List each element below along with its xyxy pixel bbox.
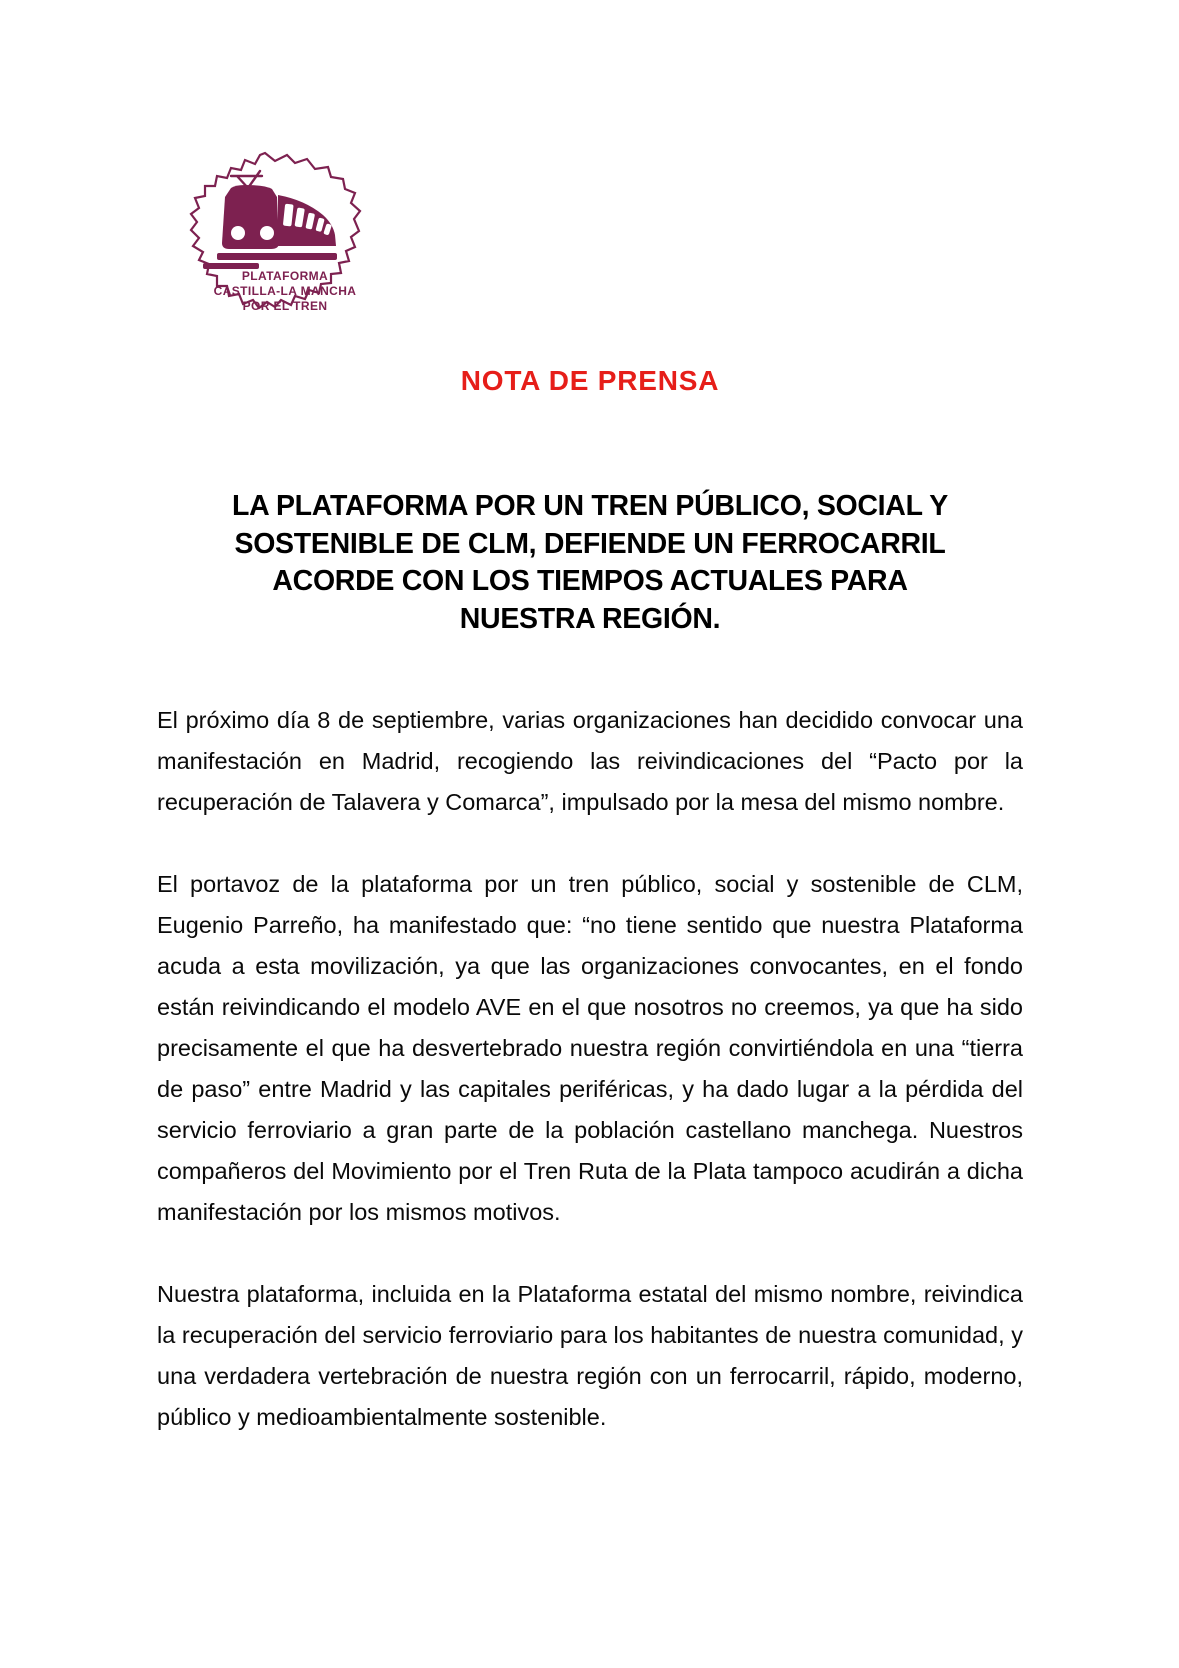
body-paragraph: El próximo día 8 de septiembre, varias organizaciones han decidido convocar una manifestación en Madrid, recogiendo las reivindicaciones del “Pacto por la recuperación de Talavera y Comarca”, impulsado por la mesa del mismo nombre. bbox=[157, 707, 1023, 815]
press-note-title: NOTA DE PRENSA bbox=[460, 365, 720, 396]
paragraphs-section bbox=[157, 700, 1023, 1479]
plataforma-clm-tren-logo bbox=[165, 147, 365, 313]
logo-text-line2: CASTILLA-LA MANCHA bbox=[213, 284, 357, 298]
logo-text-line3: POR EL TREN bbox=[242, 299, 328, 313]
headline bbox=[157, 488, 1023, 638]
body-paragraph: El portavoz de la plataforma por un tren público, social y sostenible de CLM, Eugenio Parreño, ha manifestado que: “no tiene sentido que nuestra Plataforma acuda a esta movilización, ya que las organizaciones convocantes, en el fondo están reivindicando el modelo AVE en el que nosotros no creemos, ya que ha sido precisamente el que ha desvertebrado nuestra región convirtiéndola en una “tierra de paso” entre Madrid y las capitales periféricas, y ha dado lugar a la pérdida del servicio ferroviario a gran parte de la población castellano manchega. Nuestros compañeros del Movimiento por el Tren Ruta de la Plata tampoco acudirán a dicha manifestación por los mismos motivos. bbox=[157, 871, 1023, 1225]
headline-line: SOSTENIBLE DE CLM, DEFIENDE UN FERROCARRIL bbox=[234, 527, 946, 560]
train-headlight-right bbox=[260, 226, 274, 240]
body-paragraph: Nuestra plataforma, incluida en la Plataforma estatal del mismo nombre, reivindica la recuperación del servicio ferroviario para los habitantes de nuestra comunidad, y una verdadera vertebración de nuestra región con un ferrocarril, rápido, moderno, público y medioambientalmente sostenible. bbox=[157, 1281, 1023, 1430]
train-icon bbox=[203, 171, 337, 269]
headline-line: LA PLATAFORMA POR UN TREN PÚBLICO, SOCIAL Y bbox=[232, 490, 948, 522]
train-ground-bar bbox=[217, 253, 337, 260]
logo-graphic bbox=[165, 147, 365, 313]
train-headlight-left bbox=[231, 226, 245, 240]
logo-text-line1: PLATAFORMA bbox=[241, 269, 329, 283]
headline-line: ACORDE CON LOS TIEMPOS ACTUALES PARA bbox=[272, 565, 908, 597]
headline-line: NUESTRA REGIÓN. bbox=[459, 602, 721, 635]
